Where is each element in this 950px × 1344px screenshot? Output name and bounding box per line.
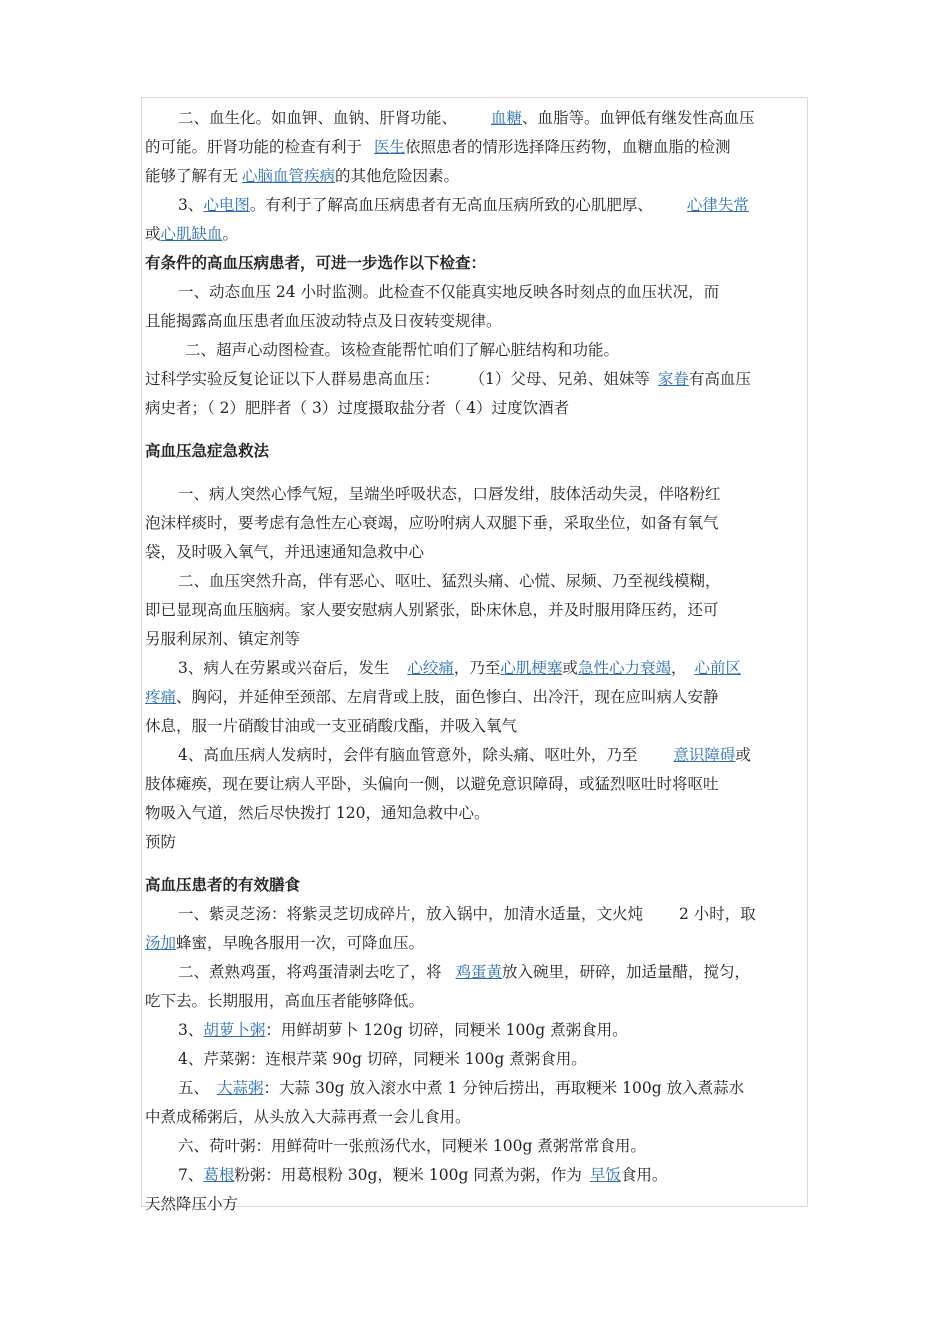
- text: 7、: [178, 1166, 204, 1184]
- text: 能够了解有无: [145, 167, 239, 185]
- text: 4、高血压病人发病时，会伴有脑血管意外，除头痛、呕吐外，乃至: [178, 746, 638, 764]
- link-myocardial-ischemia[interactable]: 心肌缺血: [160, 225, 223, 243]
- text: 或: [145, 225, 161, 243]
- paragraph-line: 二、超声心动图检查。该检查能帮忙咱们了解心脏结构和功能。: [185, 341, 620, 359]
- paragraph-line: 一、病人突然心悸气短，呈端坐呼吸状态，口唇发绀，肢体活动失灵，伴咯粉红: [178, 485, 721, 503]
- link-precordial-pain[interactable]: 疼痛: [145, 688, 177, 706]
- text: 依照患者的情形选择降压药物，血糖血脂的检测: [405, 138, 731, 156]
- paragraph-line: 六、荷叶粥：用鲜荷叶一张煎汤代水，同粳米 100g 煮粥常常食用。: [178, 1137, 646, 1155]
- paragraph-line: [145, 929, 810, 958]
- text: 二、煮熟鸡蛋，将鸡蛋清剥去吃了，将: [178, 963, 442, 981]
- link-arrhythmia[interactable]: 心律失常: [686, 196, 749, 214]
- section-heading: 高血压患者的有效膳食: [145, 876, 301, 894]
- text: 3、: [178, 1021, 204, 1039]
- paragraph-line: [145, 220, 810, 249]
- link-doctor[interactable]: 医生: [374, 138, 406, 156]
- text: ，乃至: [453, 659, 501, 677]
- text: 粉粥：用葛根粉 30g，粳米 100g 同煮为粥，作为: [234, 1166, 582, 1184]
- text: 食用。: [620, 1166, 668, 1184]
- paragraph-line: [145, 365, 810, 394]
- paragraph-line: 4、芹菜粥：连根芹菜 90g 切碎，同粳米 100g 煮粥食用。: [178, 1050, 587, 1068]
- text: 放入碗里，研碎，加适量醋，搅匀，: [502, 963, 751, 981]
- text: 五、: [178, 1079, 210, 1097]
- paragraph-line: 中煮成稀粥后，从头放入大蒜再煮一会儿食用。: [145, 1108, 471, 1126]
- text: 或: [735, 746, 751, 764]
- link-kudzu[interactable]: 葛根: [203, 1166, 235, 1184]
- paragraph-line: 且能揭露高血压患者血压波动特点及日夜转变规律。: [145, 312, 502, 330]
- paragraph-line: [145, 900, 810, 929]
- paragraph-line: 物吸入气道，然后尽快拨打 120，通知急救中心。: [145, 804, 490, 822]
- link-cardiovascular-disease[interactable]: 心脑血管疾病: [242, 167, 336, 185]
- link-myocardial-infarction[interactable]: 心肌梗塞: [500, 659, 563, 677]
- paragraph-line: [145, 1016, 810, 1045]
- text: 。: [222, 225, 239, 243]
- paragraph-line: 预防: [145, 833, 177, 851]
- paragraph-line: [145, 133, 810, 162]
- text: 2 小时，取: [679, 905, 756, 923]
- link-ecg[interactable]: 心电图: [203, 196, 250, 214]
- paragraph-line: 一、动态血压 24 小时监测。此检查不仅能真实地反映各时刻点的血压状况，而: [178, 283, 720, 301]
- paragraph-line: [145, 162, 810, 191]
- paragraph-line: [145, 654, 810, 683]
- link-acute-heart-failure[interactable]: 急性心力衰竭: [577, 659, 671, 677]
- text: 的可能。肝肾功能的检查有利于: [145, 138, 363, 156]
- text: ，: [670, 659, 687, 677]
- text: ：用鲜胡萝卜 120g 切碎，同粳米 100g 煮粥食用。: [265, 1021, 628, 1039]
- text: 、胸闷，并延伸至颈部、左肩背或上肢，面色惨白、出冷汗，现在应叫病人安静: [176, 688, 719, 706]
- paragraph-line: [145, 958, 810, 987]
- section-heading: 高血压急症急救法: [145, 442, 270, 460]
- text: 的其他危险因素。: [335, 167, 460, 185]
- link-carrot-porridge[interactable]: 胡萝卜粥: [203, 1021, 266, 1039]
- text: 二、血生化。如血钾、血钠、肝肾功能、: [178, 109, 458, 127]
- paragraph-line: 袋，及时吸入氧气，并迅速通知急救中心: [145, 543, 425, 561]
- link-garlic-porridge[interactable]: 大蒜粥: [217, 1079, 264, 1097]
- text: 、血脂等。血钾低有继发性高血压: [522, 109, 755, 127]
- paragraph-line: 另服利尿剂、镇定剂等: [145, 630, 301, 648]
- text: 过科学实验反复论证以下人群易患高血压：: [145, 370, 440, 388]
- paragraph-line: [145, 104, 810, 133]
- paragraph-line: [145, 1161, 810, 1190]
- link-angina[interactable]: 心绞痛: [407, 659, 454, 677]
- link-egg-yolk[interactable]: 鸡蛋黄: [455, 963, 503, 981]
- link-family[interactable]: 家眷: [657, 370, 689, 388]
- paragraph-line: 二、血压突然升高，伴有恶心、呕吐、猛烈头痛、心慌、尿频、乃至视线模糊，: [178, 572, 721, 590]
- paragraph-line: [145, 191, 810, 220]
- paragraph-line: 肢体瘫痪，现在要让病人平卧，头偏向一侧，以避免意识障碍，或猛烈呕吐时将呕吐: [145, 775, 719, 793]
- paragraph-line: 即已显现高血压脑病。家人要安慰病人别紧张，卧床休息，并及时服用降压药，还可: [145, 601, 719, 619]
- link-consciousness-disorder[interactable]: 意识障碍: [673, 746, 736, 764]
- paragraph-line: [145, 1074, 810, 1103]
- text: 蜂蜜，早晚各服用一次，可降血压。: [176, 934, 425, 952]
- paragraph-line: [145, 741, 810, 770]
- paragraph-line: 泡沫样痰时，要考虑有急性左心衰竭，应吩咐病人双腿下垂，采取坐位，如备有氧气: [145, 514, 719, 532]
- paragraph-line: [145, 683, 810, 712]
- paragraph-line: 天然降压小方: [145, 1195, 239, 1213]
- text: 。有利于了解高血压病患者有无高血压病所致的心肌肥厚、: [249, 196, 653, 214]
- text: ：大蒜 30g 放入滚水中煮 1 分钟后捞出，再取粳米 100g 放入煮蒜水: [263, 1079, 745, 1097]
- link-soup[interactable]: 汤加: [145, 934, 177, 952]
- link-blood-sugar[interactable]: 血糖: [491, 109, 523, 127]
- paragraph-line: 病史者；（ 2）肥胖者（ 3）过度摄取盐分者（ 4）过度饮酒者: [145, 399, 570, 417]
- text: 或: [562, 659, 578, 677]
- text: 有高血压: [688, 370, 751, 388]
- document-body: [145, 104, 810, 1219]
- paragraph-line: 吃下去。长期服用，高血压者能够降低。: [145, 992, 425, 1010]
- link-precordial-pain[interactable]: 心前区: [694, 659, 741, 677]
- link-breakfast[interactable]: 早饭: [589, 1166, 621, 1184]
- text: （1）父母、兄弟、姐妹等: [469, 370, 650, 388]
- text: 3、病人在劳累或兴奋后，发生: [178, 659, 390, 677]
- section-heading: 有条件的高血压病患者，可进一步选作以下检查：: [145, 254, 487, 272]
- paragraph-line: 休息，服一片硝酸甘油或一支亚硝酸戊酯，并吸入氧气: [145, 717, 518, 735]
- text: 3、: [178, 196, 204, 214]
- text: 一、紫灵芝汤：将紫灵芝切成碎片，放入锅中，加清水适量，文火炖: [178, 905, 644, 923]
